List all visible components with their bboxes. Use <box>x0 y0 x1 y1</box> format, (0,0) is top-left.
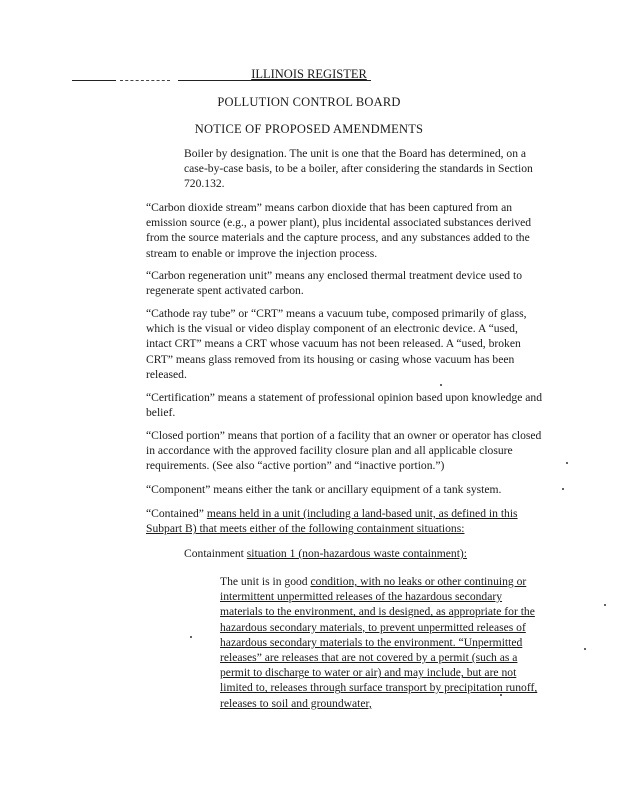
paragraph-contained <box>146 506 546 536</box>
situation1-text-start: The unit is in good <box>220 575 311 588</box>
scan-speck <box>604 604 606 606</box>
board-title: POLLUTION CONTROL BOARD <box>217 95 401 109</box>
scan-speck <box>562 488 564 490</box>
scan-speck <box>566 462 568 464</box>
scan-speck <box>190 636 192 638</box>
situation1-text-underlined: condition, with no leaks or other continuing or intermittent unpermitted releases of the hazardous secondary materials to the environment, and is designed, as appropriate for the hazardous secondary materials, to prevent unpermitted releases of hazardous secondary materials to the environment. “Unpermitted releases” are releases that are not covered by a permit (such as a permit to discharge to water or air) and may include, but are not limited to, releases through surface transport by precipitation runoff, releases to soil and groundwater, <box>220 575 538 710</box>
paragraph-certification: “Certification” means a statement of professional opinion based upon knowledge and belief. <box>146 391 543 420</box>
paragraph-boiler-designation: Boiler by designation. The unit is one that the Board has determined, on a case-by-case basis, to be a boiler, after considering the standards in Section 720.132. <box>184 147 533 191</box>
scan-speck <box>500 694 502 696</box>
paragraph-component: “Component” means either the tank or ancillary equipment of a tank system. <box>146 483 502 496</box>
paragraph-closed-portion: “Closed portion” means that portion of a facility that an owner or operator has closed in accordance with the approved facility closure plan and all applicable closure requirements. (See also “active portion” and “inactive portion.”) <box>146 429 542 473</box>
contained-term: “Contained” <box>146 507 207 520</box>
situation1-prefix: Containment <box>184 547 247 560</box>
scan-speck <box>440 384 442 386</box>
notice-title: NOTICE OF PROPOSED AMENDMENTS <box>194 122 424 136</box>
paragraph-carbon-regeneration-unit: “Carbon regeneration unit” means any enclosed thermal treatment device used to regenerate spent activated carbon. <box>146 269 523 298</box>
contained-definition: means held in a unit (including a land-based unit, as defined in this Subpart B) that meets either of the following containment situations: <box>146 507 518 536</box>
register-title: ILLINOIS REGISTER <box>251 67 367 81</box>
paragraph-cathode-ray-tube: “Cathode ray tube” or “CRT” means a vacuum tube, composed primarily of glass, which is the visual or video display component of an electronic device. A “used, intact CRT” means a CRT whose vacuum has not been released. A “used, broken CRT” means glass removed from its housing or casing whose vacuum has been released. <box>146 307 527 381</box>
paragraph-carbon-dioxide-stream: “Carbon dioxide stream” means carbon dioxide that has been captured from an emission source (e.g., a power plant), plus incidental associated substances derived from the source materials and the capture process, and any substances added to the stream to enable or improve the injection process. <box>146 201 532 260</box>
situation1-heading: situation 1 (non-hazardous waste containment): <box>246 547 468 560</box>
paragraph-situation1-text <box>220 574 546 711</box>
paragraph-containment-situation-1 <box>184 546 544 561</box>
scan-speck <box>584 648 586 650</box>
